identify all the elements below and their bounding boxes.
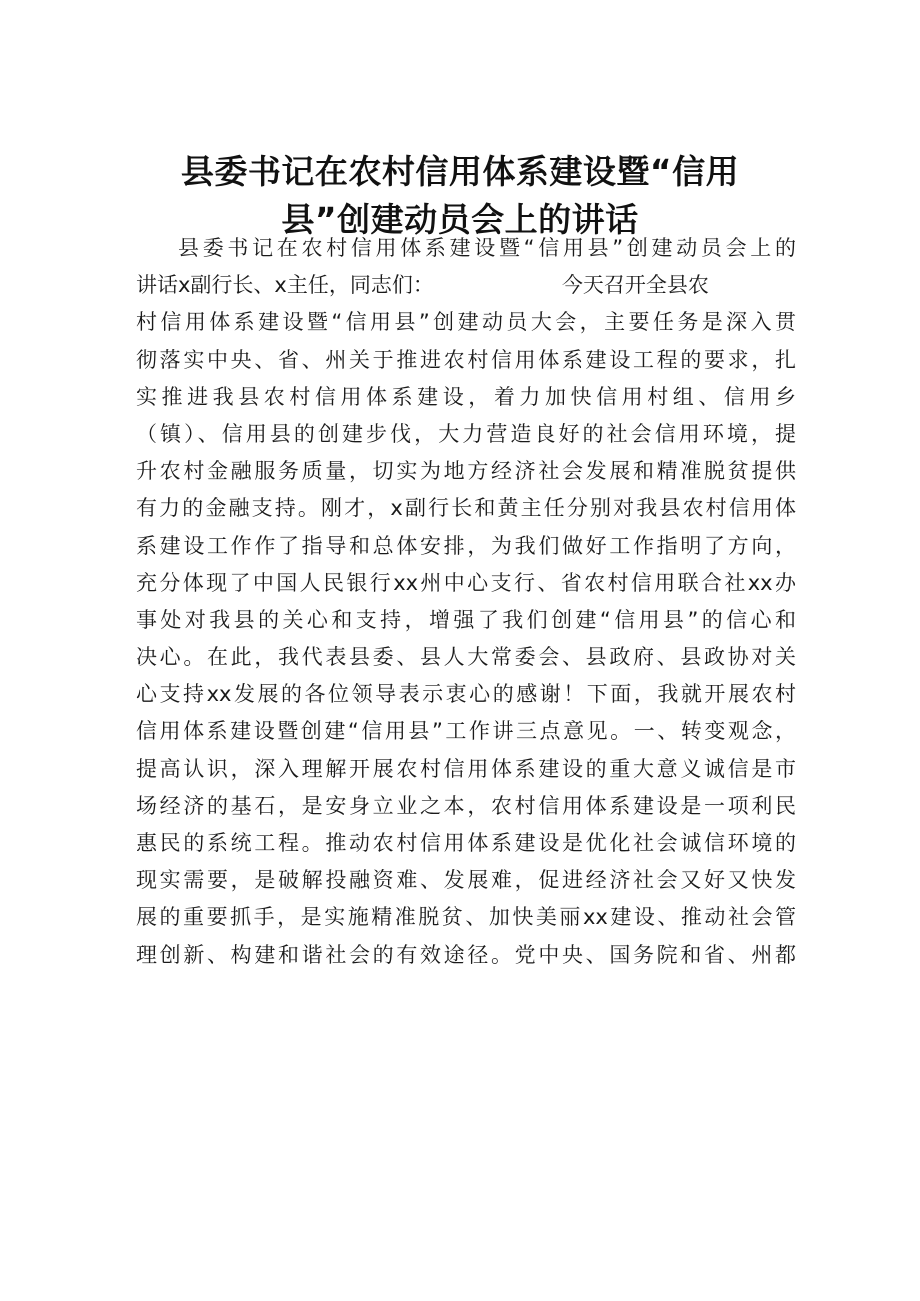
body-line-8: 有力的金融支持。刚才，x副行长和黄主任分别对我县农村信用体 (136, 496, 796, 521)
body-line-5: 实推进我县农村信用体系建设，着力加快信用村组、信用乡 (136, 384, 796, 409)
body-line-12: 决心。在此，我代表县委、县人大常委会、县政府、县政协对关 (136, 645, 796, 670)
body-line-10: 充分体现了中国人民银行xx州中心支行、省农村信用联合社xx办 (136, 570, 796, 595)
body-line-9: 系建设工作作了指导和总体安排，为我们做好工作指明了方向， (136, 533, 796, 558)
body-line-13: 心支持xx发展的各位领导表示衷心的感谢！下面，我就开展农村 (136, 682, 796, 707)
body-line-15: 提高认识，深入理解开展农村信用体系建设的重大意义诚信是市 (136, 756, 796, 781)
body-line-4: 彻落实中央、省、州关于推进农村信用体系建设工程的要求，扎 (136, 347, 796, 372)
salutation-text: 讲话x副行长、x主任，同志们： (136, 273, 434, 298)
title-line-1: 县委书记在农村信用体系建设暨“信用 (180, 152, 740, 192)
body-line-1: 县委书记在农村信用体系建设暨“信用县”创建动员会上的 (178, 236, 796, 260)
body-line-19: 展的重要抓手，是实施精准脱贫、加快美丽xx建设、推动社会管 (136, 905, 796, 930)
body-line-18: 现实需要，是破解投融资难、发展难，促进经济社会又好又快发 (136, 868, 796, 893)
body-line-14: 信用体系建设暨创建“信用县”工作讲三点意见。一、转变观念， (136, 719, 796, 744)
body-line-7: 升农村金融服务质量，切实为地方经济社会发展和精准脱贫提供 (136, 459, 796, 484)
body-line-3: 村信用体系建设暨“信用县”创建动员大会，主要任务是深入贯 (136, 310, 796, 335)
body-line-11: 事处对我县的关心和支持，增强了我们创建“信用县”的信心和 (136, 607, 796, 632)
body-paragraph (136, 230, 796, 974)
title-line-2: 县”创建动员会上的讲话 (281, 200, 639, 240)
body-line-2 (136, 267, 796, 304)
body-line-17: 惠民的系统工程。推动农村信用体系建设是优化社会诚信环境的 (136, 831, 796, 855)
opening-text: 今天召开全县农 (561, 273, 709, 298)
body-line-20: 理创新、构建和谐社会的有效途径。党中央、国务院和省、州都 (136, 942, 796, 967)
body-line-6: （镇）、信用县的创建步伐，大力营造良好的社会信用环境，提 (136, 421, 796, 446)
body-line-16: 场经济的基石，是安身立业之本，农村信用体系建设是一项利民 (136, 793, 796, 818)
